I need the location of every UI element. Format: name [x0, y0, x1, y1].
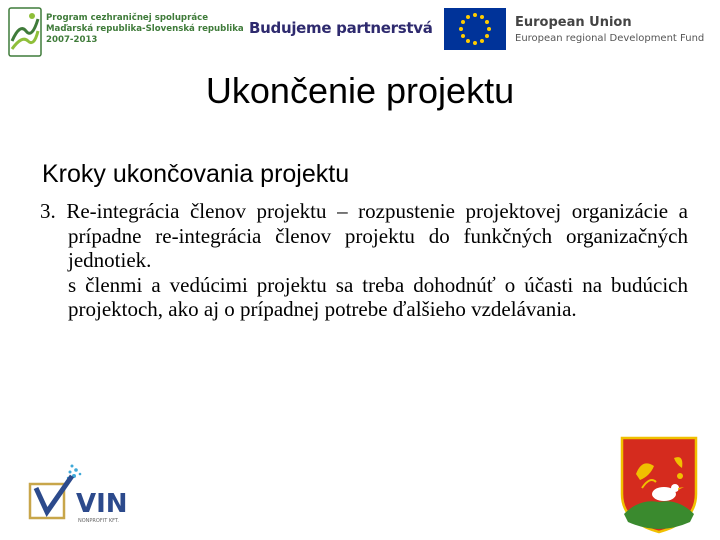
program-name — [46, 13, 244, 46]
program-line: Maďarská republika-Slovenská republika — [46, 24, 244, 34]
program-line: 2007-2013 — [46, 35, 98, 45]
eu-flag-icon — [444, 8, 506, 50]
program-logo-icon — [8, 7, 42, 57]
slide-title: Ukončenie projektu — [205, 70, 515, 111]
header-logo-bar — [0, 0, 720, 62]
numbered-point: 3. Re-integrácia členov projektu – rozpustenie projektovej organizácie a prípadne re-integrácia členov projektu do funkčných organizačných jednotiek. — [40, 199, 688, 272]
coat-of-arms-icon — [620, 436, 698, 534]
point-continuation: s členmi a vedúcimi projektu sa treba dohodnúť o účasti na budúcich projektoch, ako aj o prípadnej potrebe ďalšieho vzdelávania. — [68, 272, 688, 321]
slide-body — [40, 199, 688, 322]
eu-subtitle: European regional Development Fund — [515, 33, 705, 44]
slide-subtitle: Kroky ukončovania projektu — [42, 160, 350, 188]
program-line: Program cezhraničnej spolupráce — [46, 13, 209, 23]
vin-logo-sub: NONPROFIT KFT. — [78, 518, 119, 524]
eu-title: European Union — [515, 15, 632, 30]
vin-logo-text: VIN — [76, 489, 128, 519]
tagline: Budujeme partnerstvá — [249, 19, 433, 37]
vin-logo-icon — [26, 462, 146, 532]
